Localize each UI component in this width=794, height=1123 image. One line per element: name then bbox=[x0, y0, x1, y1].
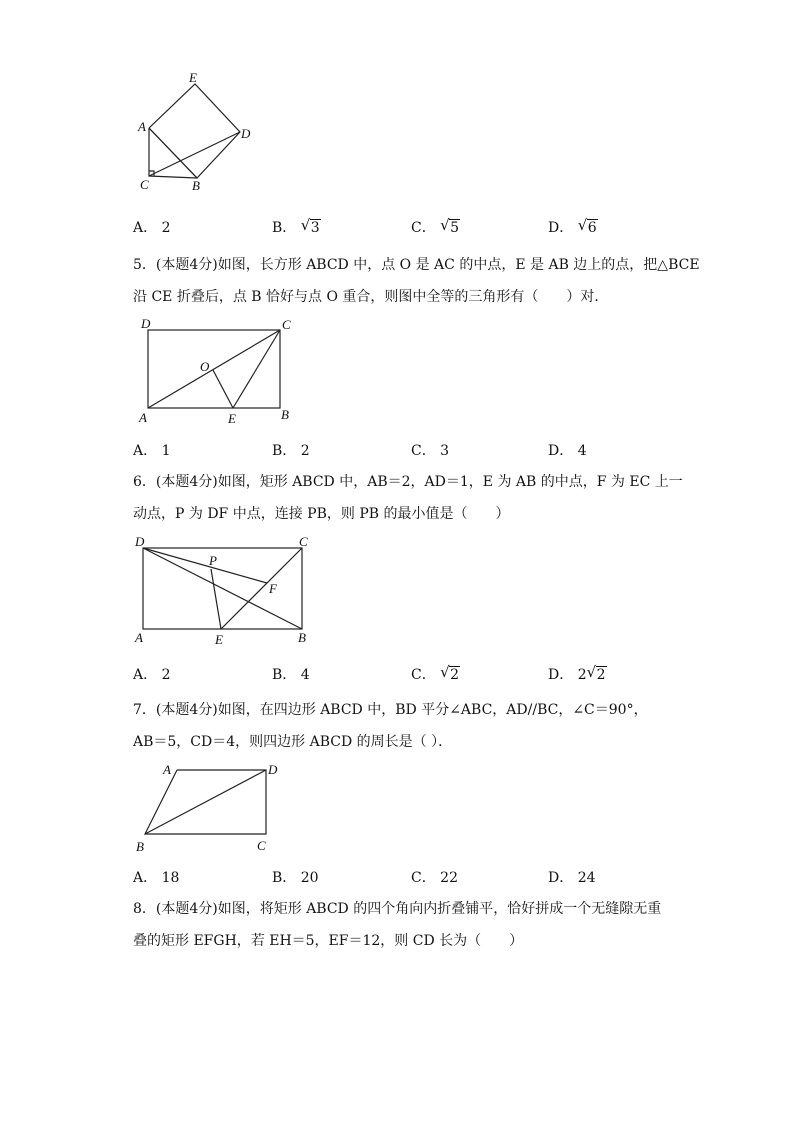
q7-option-b[interactable]: B． 20 bbox=[272, 870, 319, 886]
q4-figure bbox=[125, 68, 265, 198]
q8-text bbox=[133, 893, 693, 957]
label-e: E bbox=[228, 411, 236, 426]
q4-options bbox=[133, 217, 753, 239]
label-c: C bbox=[140, 177, 149, 192]
label-a: A bbox=[139, 410, 147, 425]
q8-line-1: 8．(本题4分)如图，将矩形 ABCD 的四个角向内折叠铺平，恰好拼成一个无缝隙无重 bbox=[133, 901, 662, 917]
q6-options bbox=[133, 664, 753, 686]
q6-option-a[interactable]: A． 2 bbox=[133, 667, 171, 683]
segment-df bbox=[143, 548, 267, 583]
label-o: O bbox=[200, 359, 210, 374]
q4-diagram bbox=[125, 68, 265, 198]
label-a: A bbox=[138, 119, 146, 134]
label-b: B bbox=[136, 839, 144, 854]
q6-line-1: 6．(本题4分)如图，矩形 ABCD 中，AB＝2，AD＝1，E 为 AB 的中点，F 为 EC 上一 bbox=[133, 474, 683, 490]
label-b: B bbox=[298, 630, 306, 645]
segment-cd bbox=[149, 132, 240, 176]
q6-option-d[interactable]: D． 2 √ 2 bbox=[548, 663, 606, 683]
diagonal-bd bbox=[145, 770, 266, 834]
label-b: B bbox=[192, 178, 200, 193]
label-p: P bbox=[209, 553, 217, 568]
q5-text bbox=[133, 249, 700, 313]
q5-option-b[interactable]: B． 2 bbox=[272, 443, 310, 459]
q5-line-1: 5．(本题4分)如图，长方形 ABCD 中，点 O 是 AC 的中点，E 是 AB 边上的点，把△BCE bbox=[133, 257, 700, 273]
label-d: D bbox=[241, 126, 251, 141]
q7-line-1: 7．(本题4分)如图，在四边形 ABCD 中，BD 平分∠ABC，AD//BC，∠C＝90°， bbox=[133, 702, 648, 718]
square-edges bbox=[149, 84, 240, 178]
q6-text bbox=[133, 466, 693, 530]
label-e: E bbox=[189, 70, 197, 85]
label-b: B bbox=[281, 407, 289, 422]
label-d: D bbox=[141, 316, 151, 331]
label-f: F bbox=[269, 581, 277, 596]
q5-option-a[interactable]: A． 1 bbox=[133, 443, 171, 459]
label-d: D bbox=[268, 762, 278, 777]
q5-options bbox=[133, 440, 753, 462]
q6-option-c[interactable]: C． √ 2 bbox=[411, 663, 460, 683]
q4-option-b[interactable]: B． √ 3 bbox=[272, 216, 320, 236]
q6-diagram bbox=[133, 533, 318, 648]
label-c: C bbox=[257, 838, 266, 853]
q5-option-d[interactable]: D． 4 bbox=[548, 443, 587, 459]
q5-diagram bbox=[135, 315, 305, 430]
q5-line-2: 沿 CE 折叠后，点 B 恰好与点 O 重合，则图中全等的三角形有（ ）对． bbox=[133, 289, 609, 305]
q5-figure bbox=[135, 315, 305, 430]
q5-option-c[interactable]: C． 3 bbox=[411, 443, 450, 459]
q7-option-c[interactable]: C． 22 bbox=[411, 870, 458, 886]
q7-line-2: AB＝5，CD＝4，则四边形 ABCD 的周长是（ ）． bbox=[133, 734, 453, 750]
label-d: D bbox=[135, 534, 145, 549]
diagonal-ac bbox=[148, 330, 280, 408]
segment-oe bbox=[213, 370, 233, 408]
q4-option-c[interactable]: C． √ 5 bbox=[411, 216, 460, 236]
q6-figure bbox=[133, 533, 318, 648]
label-c: C bbox=[299, 534, 308, 549]
label-a: A bbox=[135, 630, 143, 645]
segment-pe bbox=[211, 569, 221, 629]
segment-ec bbox=[221, 548, 302, 629]
q7-figure bbox=[134, 760, 294, 860]
q4-option-a[interactable]: A． 2 bbox=[133, 220, 171, 236]
q7-diagram bbox=[134, 760, 294, 860]
q7-text bbox=[133, 694, 693, 758]
q7-option-d[interactable]: D． 24 bbox=[548, 870, 596, 886]
label-e: E bbox=[215, 632, 223, 647]
q4-option-d[interactable]: D． √ 6 bbox=[548, 216, 597, 236]
q7-options bbox=[133, 867, 753, 889]
diagonal-db bbox=[143, 548, 302, 629]
q6-line-2: 动点，P 为 DF 中点，连接 PB，则 PB 的最小值是（ ） bbox=[133, 506, 510, 522]
q6-option-b[interactable]: B． 4 bbox=[272, 667, 310, 683]
label-a: A bbox=[163, 762, 171, 777]
q7-option-a[interactable]: A． 18 bbox=[133, 870, 180, 886]
q8-line-2: 叠的矩形 EFGH，若 EH＝5，EF＝12，则 CD 长为（ ） bbox=[133, 933, 524, 949]
label-c: C bbox=[282, 317, 291, 332]
segment-ab bbox=[149, 128, 197, 178]
segment-ec bbox=[233, 330, 280, 408]
